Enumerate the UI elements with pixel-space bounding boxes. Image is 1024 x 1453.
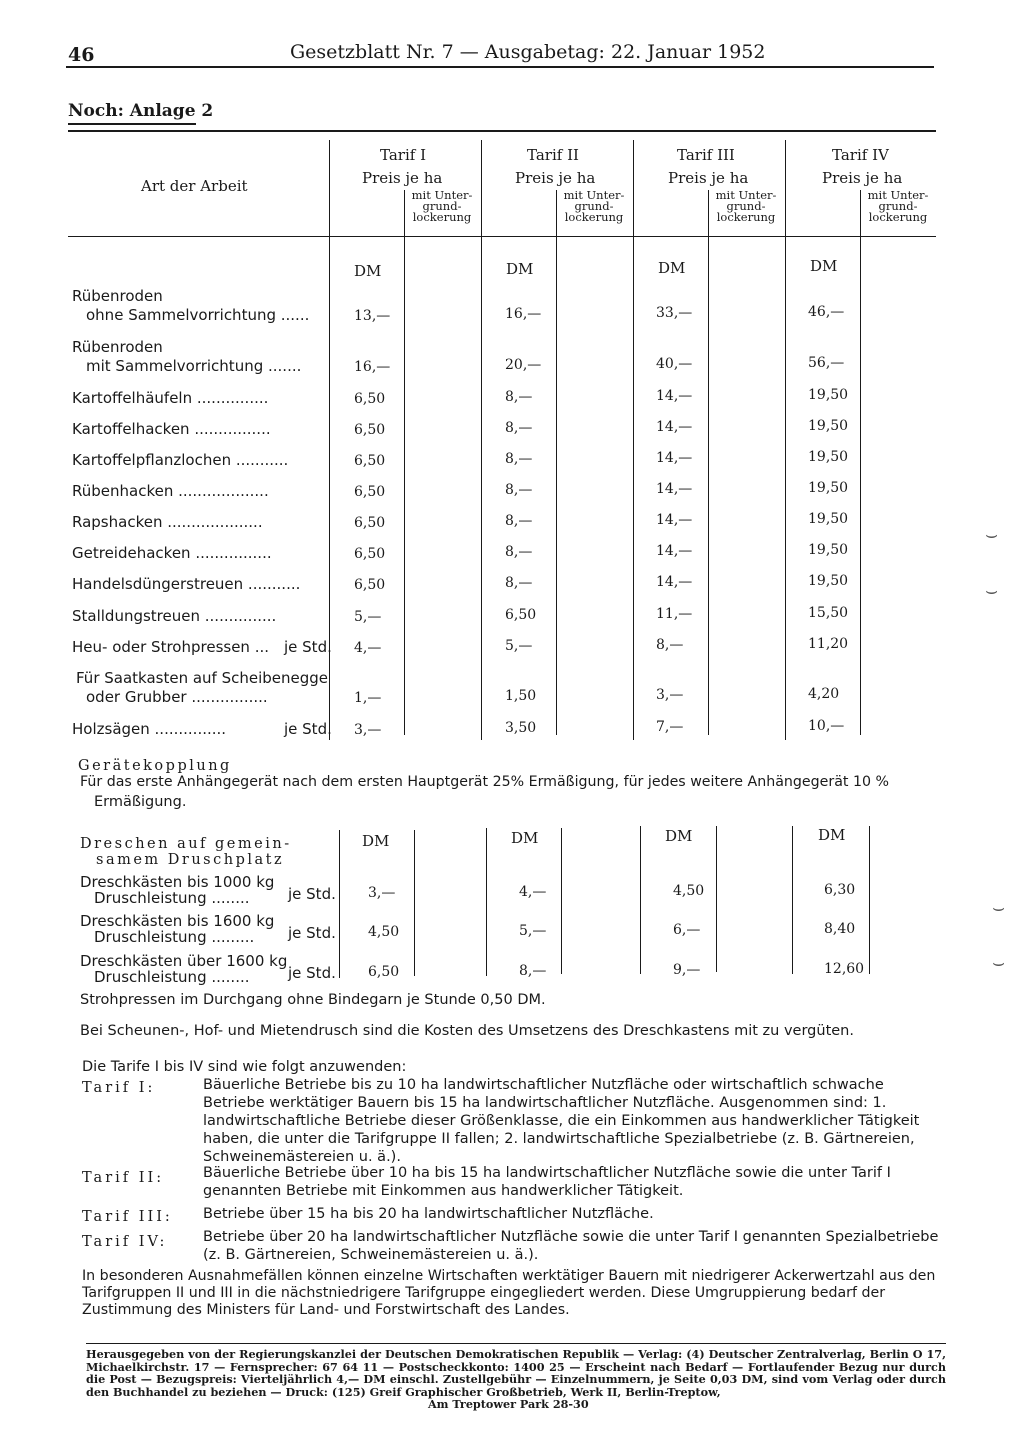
price-cell: 4,— bbox=[519, 884, 547, 900]
price-header: Preis je ha bbox=[822, 169, 903, 187]
table-header-rule bbox=[68, 236, 936, 237]
scan-mark: ⌣ bbox=[992, 895, 1006, 919]
threshing-row-label: Druschleistung ........ bbox=[94, 889, 250, 907]
subsoil-header: mit Unter- grund- lockerung bbox=[867, 188, 929, 224]
row-label: Heu- oder Strohpressen ... bbox=[72, 638, 270, 656]
price-cell: 4,50 bbox=[368, 924, 400, 940]
price-cell: 4,20 bbox=[808, 686, 840, 702]
price-cell: 33,— bbox=[656, 305, 693, 321]
threshing-row-label: Druschleistung ......... bbox=[94, 928, 255, 946]
row-label: Rapshacken .................... bbox=[72, 513, 263, 531]
price-cell: 6,50 bbox=[354, 515, 386, 531]
price-cell: 11,20 bbox=[808, 636, 849, 652]
row-label: Kartoffelhacken ................ bbox=[72, 420, 271, 438]
price-cell: 8,— bbox=[505, 544, 533, 560]
price-cell: 4,— bbox=[354, 640, 382, 656]
threshing-row-label: Dreschkästen bis 1600 kg bbox=[80, 912, 275, 930]
price-cell: 8,— bbox=[505, 575, 533, 591]
price-cell: 6,50 bbox=[354, 422, 386, 438]
price-cell: 14,— bbox=[656, 574, 693, 590]
tarif-def-label: Tarif IV: bbox=[82, 1234, 168, 1250]
page-number: 46 bbox=[68, 44, 95, 66]
sub-divider bbox=[561, 828, 562, 974]
sub-divider bbox=[556, 190, 557, 735]
tarif-def-text: Bäuerliche Betriebe bis zu 10 ha landwirtschaftlicher Nutzfläche oder wirtschaftlich schwache Betriebe werktätiger Bauern bis 15 ha landwirtschaftlicher Nutzfläche. Ausgenommen sind: 1. landwirtschaftliche Betriebe dieser Größenklasse, die ein Einkommen aus handwerklicher Tätigkeit haben, die unter die Tarifgruppe II fallen; 2. landwirtschaftliche Spezialbetriebe (z. B. Gärtnereien, Schweinemästereien u. ä.). bbox=[203, 1077, 920, 1165]
subsoil-header: mit Unter- grund- lockerung bbox=[715, 188, 777, 224]
threshing-row-label: Dreschkästen über 1600 kg bbox=[80, 952, 288, 970]
sub-divider bbox=[716, 826, 717, 972]
unit-label: DM bbox=[810, 257, 838, 275]
price-cell: 16,— bbox=[354, 359, 391, 375]
price-cell: 8,— bbox=[505, 482, 533, 498]
price-cell: 6,50 bbox=[354, 577, 386, 593]
tarif-header: Tarif III bbox=[677, 146, 735, 164]
table-divider bbox=[640, 826, 641, 974]
price-cell: 8,— bbox=[505, 513, 533, 529]
price-cell: 8,40 bbox=[824, 921, 856, 937]
price-cell: 19,50 bbox=[808, 418, 849, 434]
price-cell: 11,— bbox=[656, 606, 693, 622]
price-cell: 8,— bbox=[519, 963, 547, 979]
price-cell: 5,— bbox=[519, 923, 547, 939]
publisher-imprint: Herausgegeben von der Regierungskanzlei der Deutschen Demokratischen Republik — Verlag: (4) Deutscher Zentralverlag, Berlin O 17, Michaelkirchstr. 17 — Fernsprecher: 67 64 11 — Postscheckkonto: 1400 25 — Erscheint nach Bedarf — Fortlaufender Bezug nur durch die Post — Bezugspreis: Vierteljährlich 4,— DM einschl. Zustellgebühr — Einzelnummern, je Seite 0,03 DM, sind vom Verlag oder durch den Buchhandel zu beziehen — Druck: (125) Greif Graphischer Großbetrieb, Werk II, Berlin-Treptow, bbox=[86, 1347, 946, 1399]
threshing-heading-cont: samem Druschplatz bbox=[96, 852, 285, 868]
threshing-row-label: Dreschkästen bis 1000 kg bbox=[80, 873, 275, 891]
price-cell: 14,— bbox=[656, 543, 693, 559]
table-divider bbox=[792, 826, 793, 974]
table-top-rule bbox=[68, 130, 936, 132]
header-rule bbox=[66, 66, 934, 68]
straw-note: Strohpressen im Durchgang ohne Bindegarn je Stunde 0,50 DM. bbox=[80, 992, 546, 1008]
tarif-def-label: Tarif III: bbox=[82, 1209, 173, 1225]
price-cell: 3,— bbox=[656, 687, 684, 703]
coupling-heading: Gerätekopplung bbox=[78, 758, 232, 774]
table-divider bbox=[486, 828, 487, 976]
special-cases-note: In besonderen Ausnahmefällen können einzelne Wirtschaften werktätiger Bauern mit niedrigerer Ackerwertzahl aus den Tarifgruppen II und III in die nächstniedrigere Tarifgruppe eingegliedert werden. Diese Umgruppierung bedarf der Zustimmung des Ministers für Land- und Forstwirtschaft des Landes. bbox=[82, 1268, 936, 1318]
price-cell: 6,50 bbox=[354, 484, 386, 500]
price-cell: 10,— bbox=[808, 718, 845, 734]
unit-label: DM bbox=[354, 262, 382, 280]
row-label: ohne Sammelvorrichtung ...... bbox=[86, 306, 310, 324]
price-cell: 1,— bbox=[354, 690, 382, 706]
barn-note: Bei Scheunen-, Hof- und Mietendrusch sind die Kosten des Umsetzens des Dreschkastens mit zu vergüten. bbox=[80, 1023, 854, 1039]
tarif-def-text: Betriebe über 20 ha landwirtschaftlicher Nutzfläche sowie die unter Tarif I genannten Spezialbetriebe (z. B. Gärtnereien, Schweinemästereien u. ä.). bbox=[203, 1229, 939, 1263]
price-cell: 19,50 bbox=[808, 480, 849, 496]
scan-mark: ⌣ bbox=[992, 950, 1006, 974]
sub-divider bbox=[860, 190, 861, 735]
threshing-heading: Dreschen auf gemein- bbox=[80, 836, 292, 852]
page-title: Gesetzblatt Nr. 7 — Ausgabetag: 22. Januar 1952 bbox=[290, 41, 766, 63]
price-cell: 3,50 bbox=[505, 720, 537, 736]
sub-divider bbox=[414, 830, 415, 976]
table-divider bbox=[339, 830, 340, 978]
price-cell: 3,— bbox=[368, 885, 396, 901]
price-cell: 19,50 bbox=[808, 387, 849, 403]
price-cell: 14,— bbox=[656, 419, 693, 435]
price-cell: 7,— bbox=[656, 719, 684, 735]
price-cell: 19,50 bbox=[808, 449, 849, 465]
price-cell: 6,50 bbox=[368, 964, 400, 980]
tarif-def-text: Betriebe über 15 ha bis 20 ha landwirtschaftlicher Nutzfläche. bbox=[203, 1206, 654, 1222]
unit-label: DM bbox=[362, 832, 390, 850]
coupling-text: Für das erste Anhängegerät nach dem ersten Hauptgerät 25% Ermäßigung, für jedes weitere Anhängegerät 10 % bbox=[80, 774, 890, 790]
tarif-def-text: Bäuerliche Betriebe über 10 ha bis 15 ha landwirtschaftlicher Nutzfläche sowie die unter Tarif I genannten Betriebe mit Einkommen aus handwerklicher Tätigkeit. bbox=[203, 1165, 891, 1199]
unit-label: DM bbox=[506, 260, 534, 278]
price-header: Preis je ha bbox=[515, 169, 596, 187]
price-cell: 19,50 bbox=[808, 542, 849, 558]
row-label: Rübenroden bbox=[72, 338, 163, 356]
price-header: Preis je ha bbox=[668, 169, 749, 187]
price-cell: 8,— bbox=[505, 420, 533, 436]
price-cell: 6,50 bbox=[354, 453, 386, 469]
price-cell: 14,— bbox=[656, 388, 693, 404]
row-unit-suffix: je Std. bbox=[288, 885, 336, 903]
tarif-def-label: Tarif I: bbox=[82, 1080, 156, 1096]
tarif-def-label: Tarif II: bbox=[82, 1170, 165, 1186]
row-label: Rübenhacken ................... bbox=[72, 482, 269, 500]
row-label: Stalldungstreuen ............... bbox=[72, 607, 277, 625]
threshing-row-label: Druschleistung ........ bbox=[94, 968, 250, 986]
sub-divider bbox=[869, 826, 870, 974]
subsoil-header: mit Unter- grund- lockerung bbox=[411, 188, 473, 224]
price-cell: 19,50 bbox=[808, 573, 849, 589]
tarif-header: Tarif I bbox=[380, 146, 426, 164]
scan-mark: ⌣ bbox=[985, 578, 999, 602]
row-label: Kartoffelhäufeln ............... bbox=[72, 389, 269, 407]
subsoil-header: mit Unter- grund- lockerung bbox=[563, 188, 625, 224]
price-cell: 46,— bbox=[808, 304, 845, 320]
sub-divider bbox=[708, 190, 709, 735]
unit-label: DM bbox=[818, 826, 846, 844]
price-cell: 4,50 bbox=[673, 883, 705, 899]
price-cell: 6,50 bbox=[354, 546, 386, 562]
row-label: Für Saatkasten auf Scheibenegge bbox=[76, 669, 329, 687]
art-header: Art der Arbeit bbox=[141, 177, 248, 195]
annex-heading: Noch: Anlage 2 bbox=[68, 101, 214, 121]
tarif-header: Tarif II bbox=[527, 146, 579, 164]
price-cell: 14,— bbox=[656, 512, 693, 528]
footer-rule bbox=[86, 1343, 946, 1344]
row-label: oder Grubber ................ bbox=[86, 688, 268, 706]
row-label: Handelsdüngerstreuen ........... bbox=[72, 575, 301, 593]
annex-underline bbox=[68, 123, 196, 125]
price-cell: 6,50 bbox=[505, 607, 537, 623]
table-divider bbox=[481, 140, 482, 740]
row-unit-suffix: je Std. bbox=[288, 924, 336, 942]
price-cell: 6,50 bbox=[354, 391, 386, 407]
table-divider bbox=[633, 140, 634, 740]
publisher-address: Am Treptower Park 28-30 bbox=[428, 1397, 589, 1411]
price-cell: 13,— bbox=[354, 308, 391, 324]
price-cell: 6,— bbox=[673, 922, 701, 938]
row-label: mit Sammelvorrichtung ....... bbox=[86, 357, 302, 375]
price-cell: 15,50 bbox=[808, 605, 849, 621]
unit-label: DM bbox=[658, 259, 686, 277]
row-unit-suffix: je Std. bbox=[284, 720, 332, 738]
price-cell: 3,— bbox=[354, 722, 382, 738]
price-cell: 12,60 bbox=[824, 961, 865, 977]
price-cell: 56,— bbox=[808, 355, 845, 371]
price-cell: 40,— bbox=[656, 356, 693, 372]
price-cell: 8,— bbox=[505, 389, 533, 405]
price-cell: 9,— bbox=[673, 962, 701, 978]
row-label: Getreidehacken ................ bbox=[72, 544, 272, 562]
table-divider bbox=[785, 140, 786, 740]
price-cell: 19,50 bbox=[808, 511, 849, 527]
apply-note: Die Tarife I bis IV sind wie folgt anzuwenden: bbox=[82, 1059, 407, 1075]
price-cell: 1,50 bbox=[505, 688, 537, 704]
price-header: Preis je ha bbox=[362, 169, 443, 187]
sub-divider bbox=[404, 190, 405, 735]
price-cell: 8,— bbox=[505, 451, 533, 467]
coupling-text-cont: Ermäßigung. bbox=[94, 794, 187, 810]
row-unit-suffix: je Std. bbox=[288, 964, 336, 982]
price-cell: 14,— bbox=[656, 481, 693, 497]
price-cell: 5,— bbox=[505, 638, 533, 654]
price-cell: 20,— bbox=[505, 357, 542, 373]
price-cell: 14,— bbox=[656, 450, 693, 466]
row-label: Holzsägen ............... bbox=[72, 720, 227, 738]
price-cell: 5,— bbox=[354, 609, 382, 625]
row-label: Rübenroden bbox=[72, 287, 163, 305]
price-cell: 8,— bbox=[656, 637, 684, 653]
row-unit-suffix: je Std. bbox=[284, 638, 332, 656]
row-label: Kartoffelpflanzlochen ........... bbox=[72, 451, 289, 469]
price-cell: 6,30 bbox=[824, 882, 856, 898]
scan-mark: ⌣ bbox=[985, 522, 999, 546]
unit-label: DM bbox=[665, 827, 693, 845]
tarif-header: Tarif IV bbox=[832, 146, 889, 164]
price-cell: 16,— bbox=[505, 306, 542, 322]
unit-label: DM bbox=[511, 829, 539, 847]
